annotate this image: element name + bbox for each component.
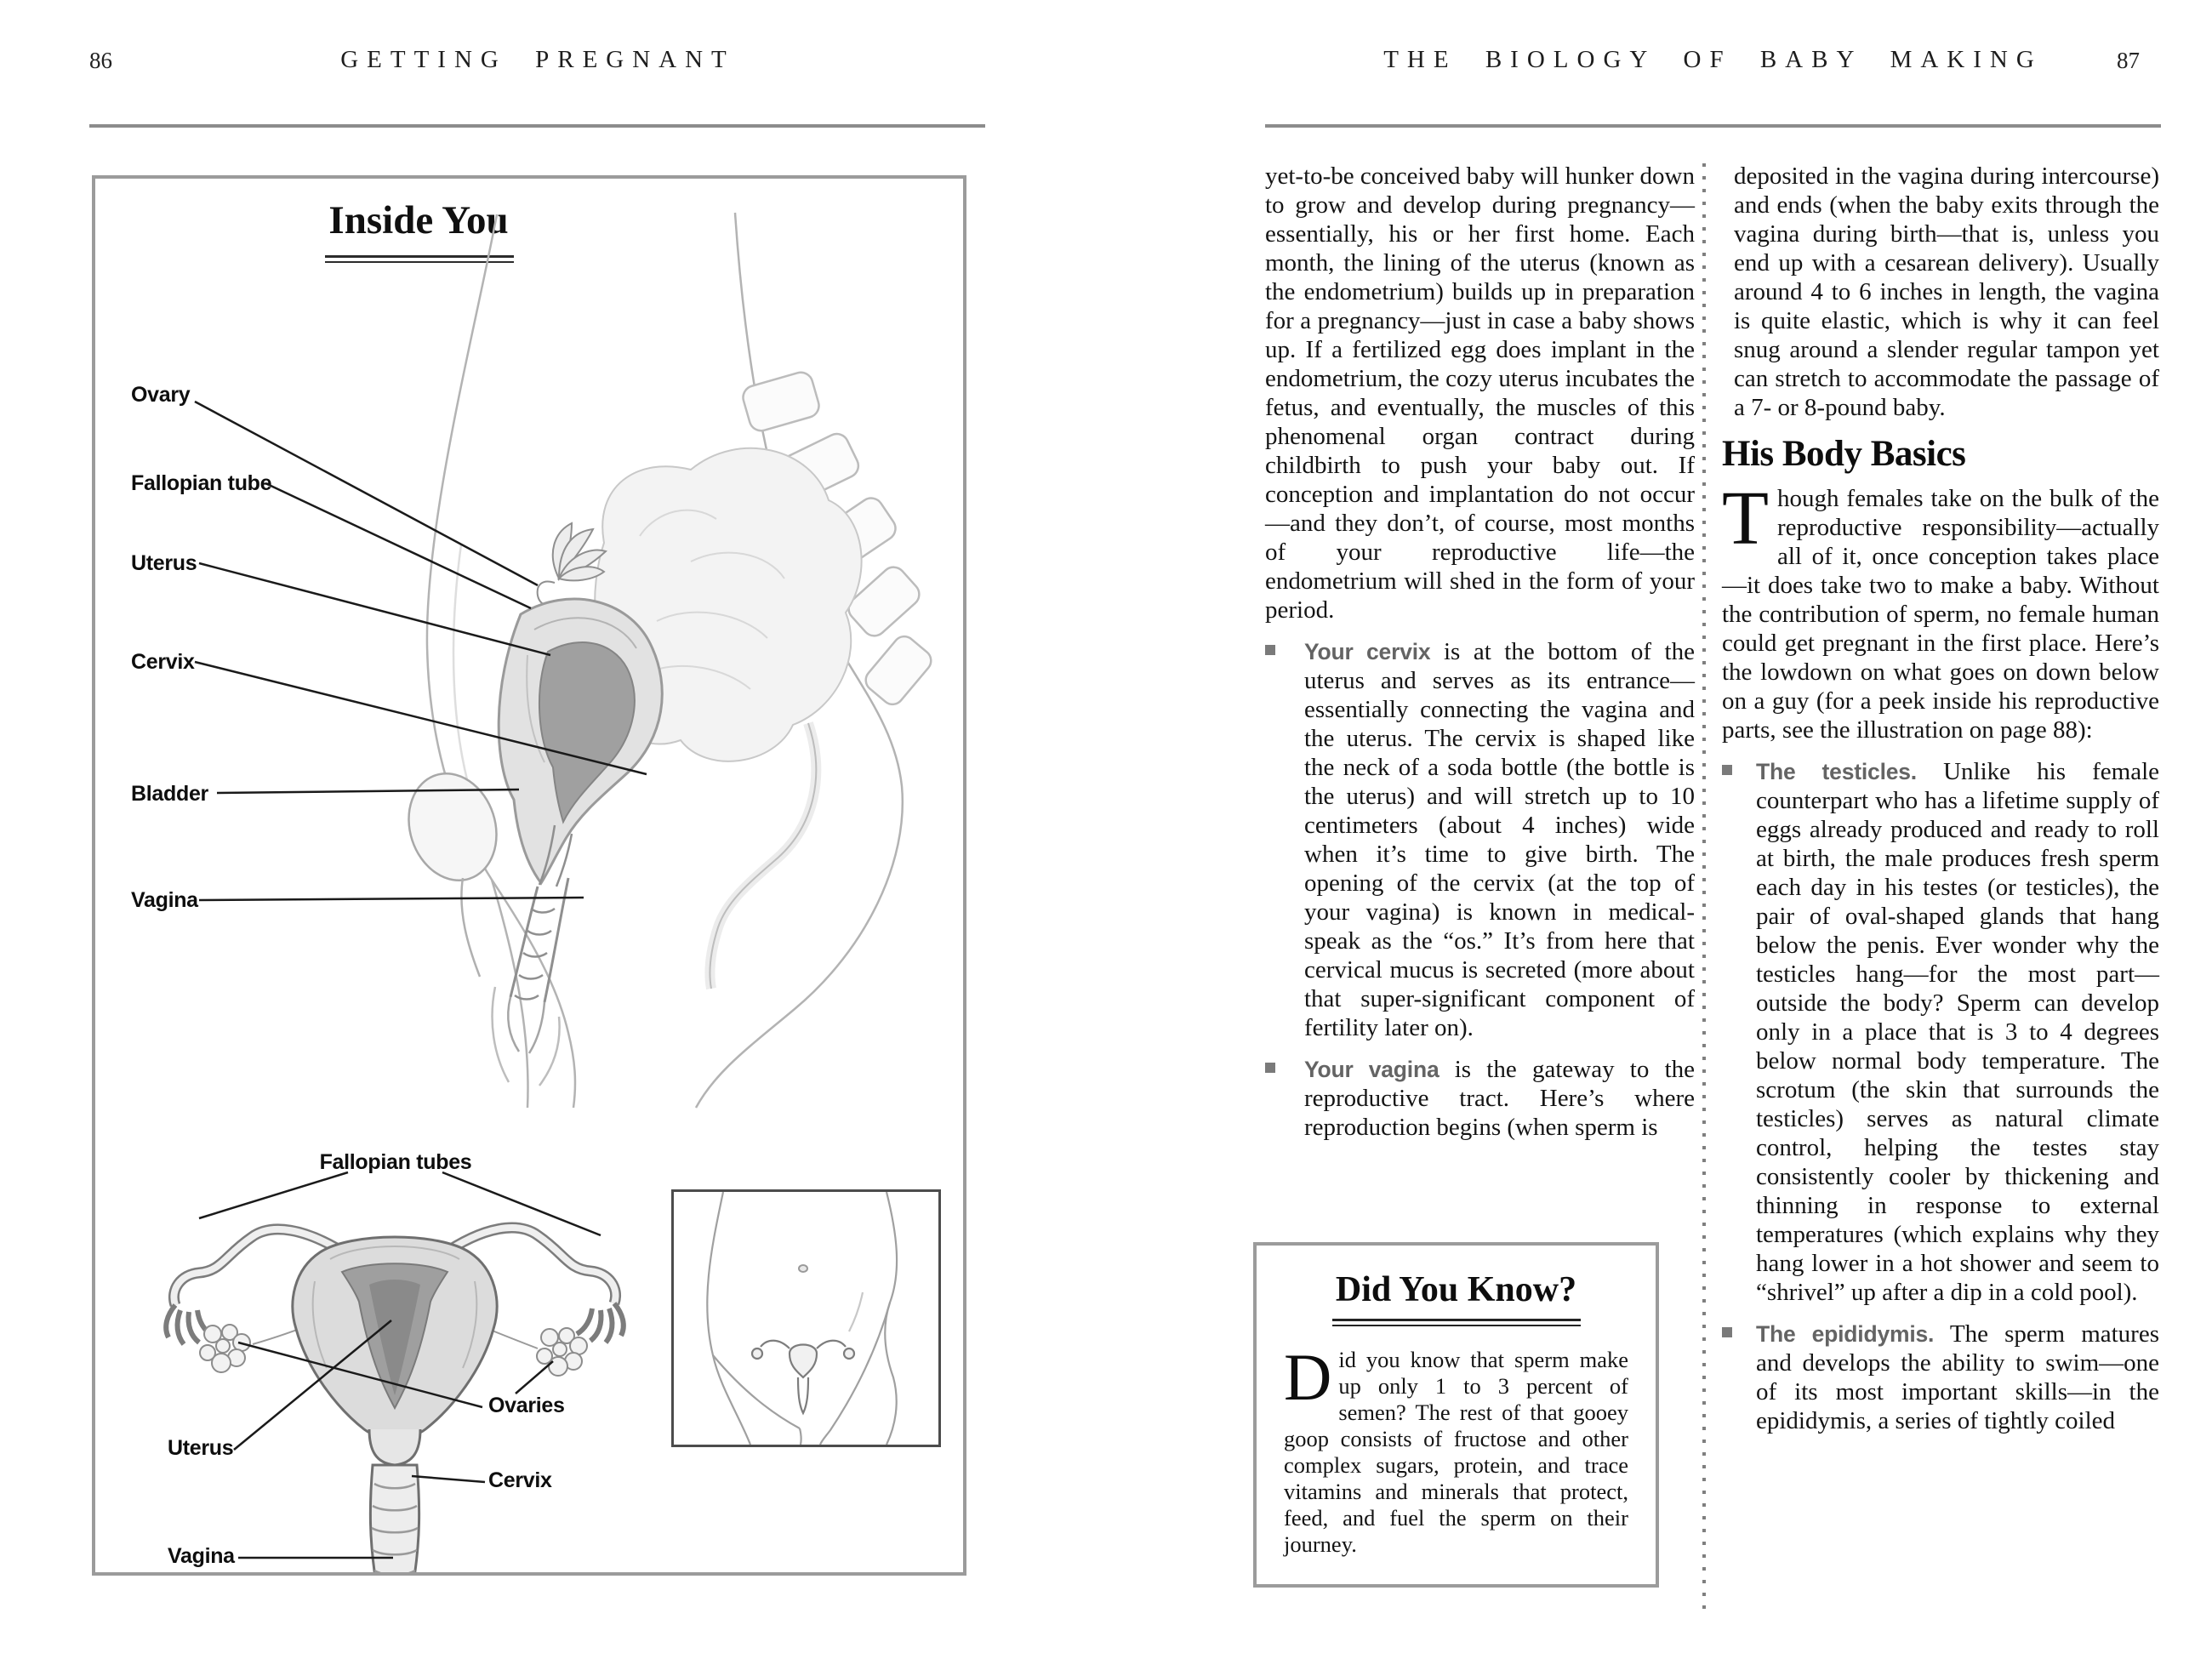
label-cervix-front: Cervix — [488, 1468, 552, 1492]
did-you-know-title-underline — [1332, 1319, 1581, 1326]
bullet-item-vagina — [1265, 1055, 1695, 1142]
column-divider-dotted-line — [1702, 163, 1706, 1610]
uterus-glyph — [752, 1341, 854, 1413]
continuation-paragraph: yet-to-be conceived baby will hunker down to grow and develop during pregnancy—essentially, his or her first home. Each month, the lining of the uterus (known as the endometrium) builds up in preparation for a pregnancy—just in case a baby shows up. If a fertilized egg does implant in the endometrium, the cozy uterus incubates the fetus, and eventually, the muscles of this phenomenal organ contract during childbirth to push your baby out. If conception and implantation do not occur—and they don’t, of course, most months of your reproductive life—the endometrium will shed in the form of your period. — [1265, 162, 1695, 624]
drop-cap: T — [1722, 476, 1769, 562]
section-heading: His Body Basics — [1722, 434, 1966, 474]
bullet-text: is at the bottom of the uterus and serves as its entrance—essentially connecting the vagina and the uterus. The cervix is shaped like the neck of a soda bottle (the bottle is the uterus) and will stretch up to 10 centimeters (about 4 inches) wide when it’s time to give birth. The opening of the cervix (at the top of your vagina) is known in medical-speak as the “os.” It’s from here that cervical mucus is secreted (more about that super-significant component of fertility later on). — [1304, 638, 1695, 1041]
bullet-text: is the gateway to the reproductive tract. Here’s where reproduction begins (when sperm is — [1304, 1056, 1696, 1141]
bullet-text: The sperm matures and develops the ability to swim—one of its most important skills—in the epididymis, a series of tightly coiled — [1756, 1320, 2159, 1435]
external-view-inset — [671, 1189, 941, 1447]
continuation-paragraph-2: deposited in the vagina during intercourse) and ends (when the baby exits through the vagina during birth—that is, unless you end up with a cesarean delivery). Usually around 4 to 6 inches in length, the vagina is quite elastic, which is why it can feel snug around a slender regular tampon yet can stretch to accommodate the passage of a 7- or 8-pound baby. — [1734, 162, 2159, 421]
bullet-square-icon — [1265, 1063, 1275, 1073]
left-header-rule — [89, 124, 985, 128]
uterus-front — [293, 1237, 497, 1465]
left-running-header: GETTING PREGNANT — [340, 46, 735, 73]
did-you-know-title: Did You Know? — [1335, 1270, 1577, 1309]
intro-text: hough females take on the bulk of the reproductive responsibility—actually all of it, once conception takes place—it does take two to make a baby. Without the contribution of sperm, no female human could get pregnant in the first place. Here’s the lowdown on what goes on down below on a guy (for a peek inside his reproductive parts, see the illustration on page 88): — [1722, 485, 2159, 744]
bullet-item-epididymis — [1722, 1320, 2159, 1435]
label-bladder: Bladder — [131, 782, 208, 806]
right-header-rule — [1265, 124, 2161, 128]
did-you-know-body — [1284, 1340, 1628, 1558]
label-cervix: Cervix — [131, 650, 195, 674]
label-vagina: Vagina — [131, 888, 198, 912]
right-page-number: 87 — [2117, 48, 2140, 73]
label-vagina-front: Vagina — [168, 1544, 235, 1568]
label-fallopian-tubes: Fallopian tubes — [319, 1150, 472, 1174]
vagina-front — [370, 1465, 419, 1572]
label-fallopian-tube: Fallopian tube — [131, 471, 272, 495]
label-uterus-front: Uterus — [168, 1436, 234, 1460]
label-uterus: Uterus — [131, 551, 197, 575]
right-running-header: THE BIOLOGY OF BABY MAKING — [1383, 46, 2043, 73]
bullet-lead: Your vagina — [1304, 1057, 1440, 1082]
figure-title: Inside You — [328, 198, 509, 242]
bullet-text: Unlike his female counterpart who has a lifetime supply of eggs already produced and ready to roll at birth, the male produces fresh sperm each day in his testes (or testicles), the pair of oval-shaped glands that hang below the penis. Ever wonder why the testicles hang—for the most part—outside the body? Sperm can develop only in a place that is 3 to 4 degrees below normal body temperature. The scrotum (the skin that surrounds the testicles) serves as natural climate control, helping the testes stay consistently cooler by thickening and thinning in response to external temperatures (which explains why they hang lower in a hot shower and seem to “shrivel” up after a dip in a cold pool). — [1756, 758, 2159, 1307]
did-you-know-box — [1253, 1242, 1659, 1588]
bullet-square-icon — [1265, 645, 1275, 655]
drop-cap: D — [1284, 1340, 1332, 1414]
bullet-lead: The testicles. — [1756, 759, 1917, 785]
external-body-illustration — [674, 1192, 938, 1445]
bladder-illustration — [396, 762, 510, 977]
right-column-1 — [1265, 162, 1695, 1154]
bullet-lead: Your cervix — [1304, 639, 1431, 664]
bullet-square-icon — [1722, 765, 1732, 775]
bullet-square-icon — [1722, 1327, 1732, 1337]
label-ovaries: Ovaries — [488, 1394, 565, 1417]
bullet-item-testicles — [1722, 757, 2159, 1307]
right-column-2 — [1722, 162, 2159, 1448]
left-page-number: 86 — [89, 48, 112, 73]
label-ovary: Ovary — [131, 383, 191, 407]
bullet-lead: The epididymis. — [1756, 1321, 1935, 1348]
did-you-know-text: id you know that sperm make up only 1 to 3 percent of semen? The rest of that gooey goop consists of fructose and other complex sugars, protein, and trace vitamins and minerals that protect, feed, and fuel the sperm on their journey. — [1284, 1347, 1628, 1557]
anatomy-figure-box — [92, 175, 966, 1576]
uterus-side — [499, 599, 662, 883]
intro-paragraph — [1722, 476, 2159, 744]
bullet-item-cervix — [1265, 637, 1695, 1042]
